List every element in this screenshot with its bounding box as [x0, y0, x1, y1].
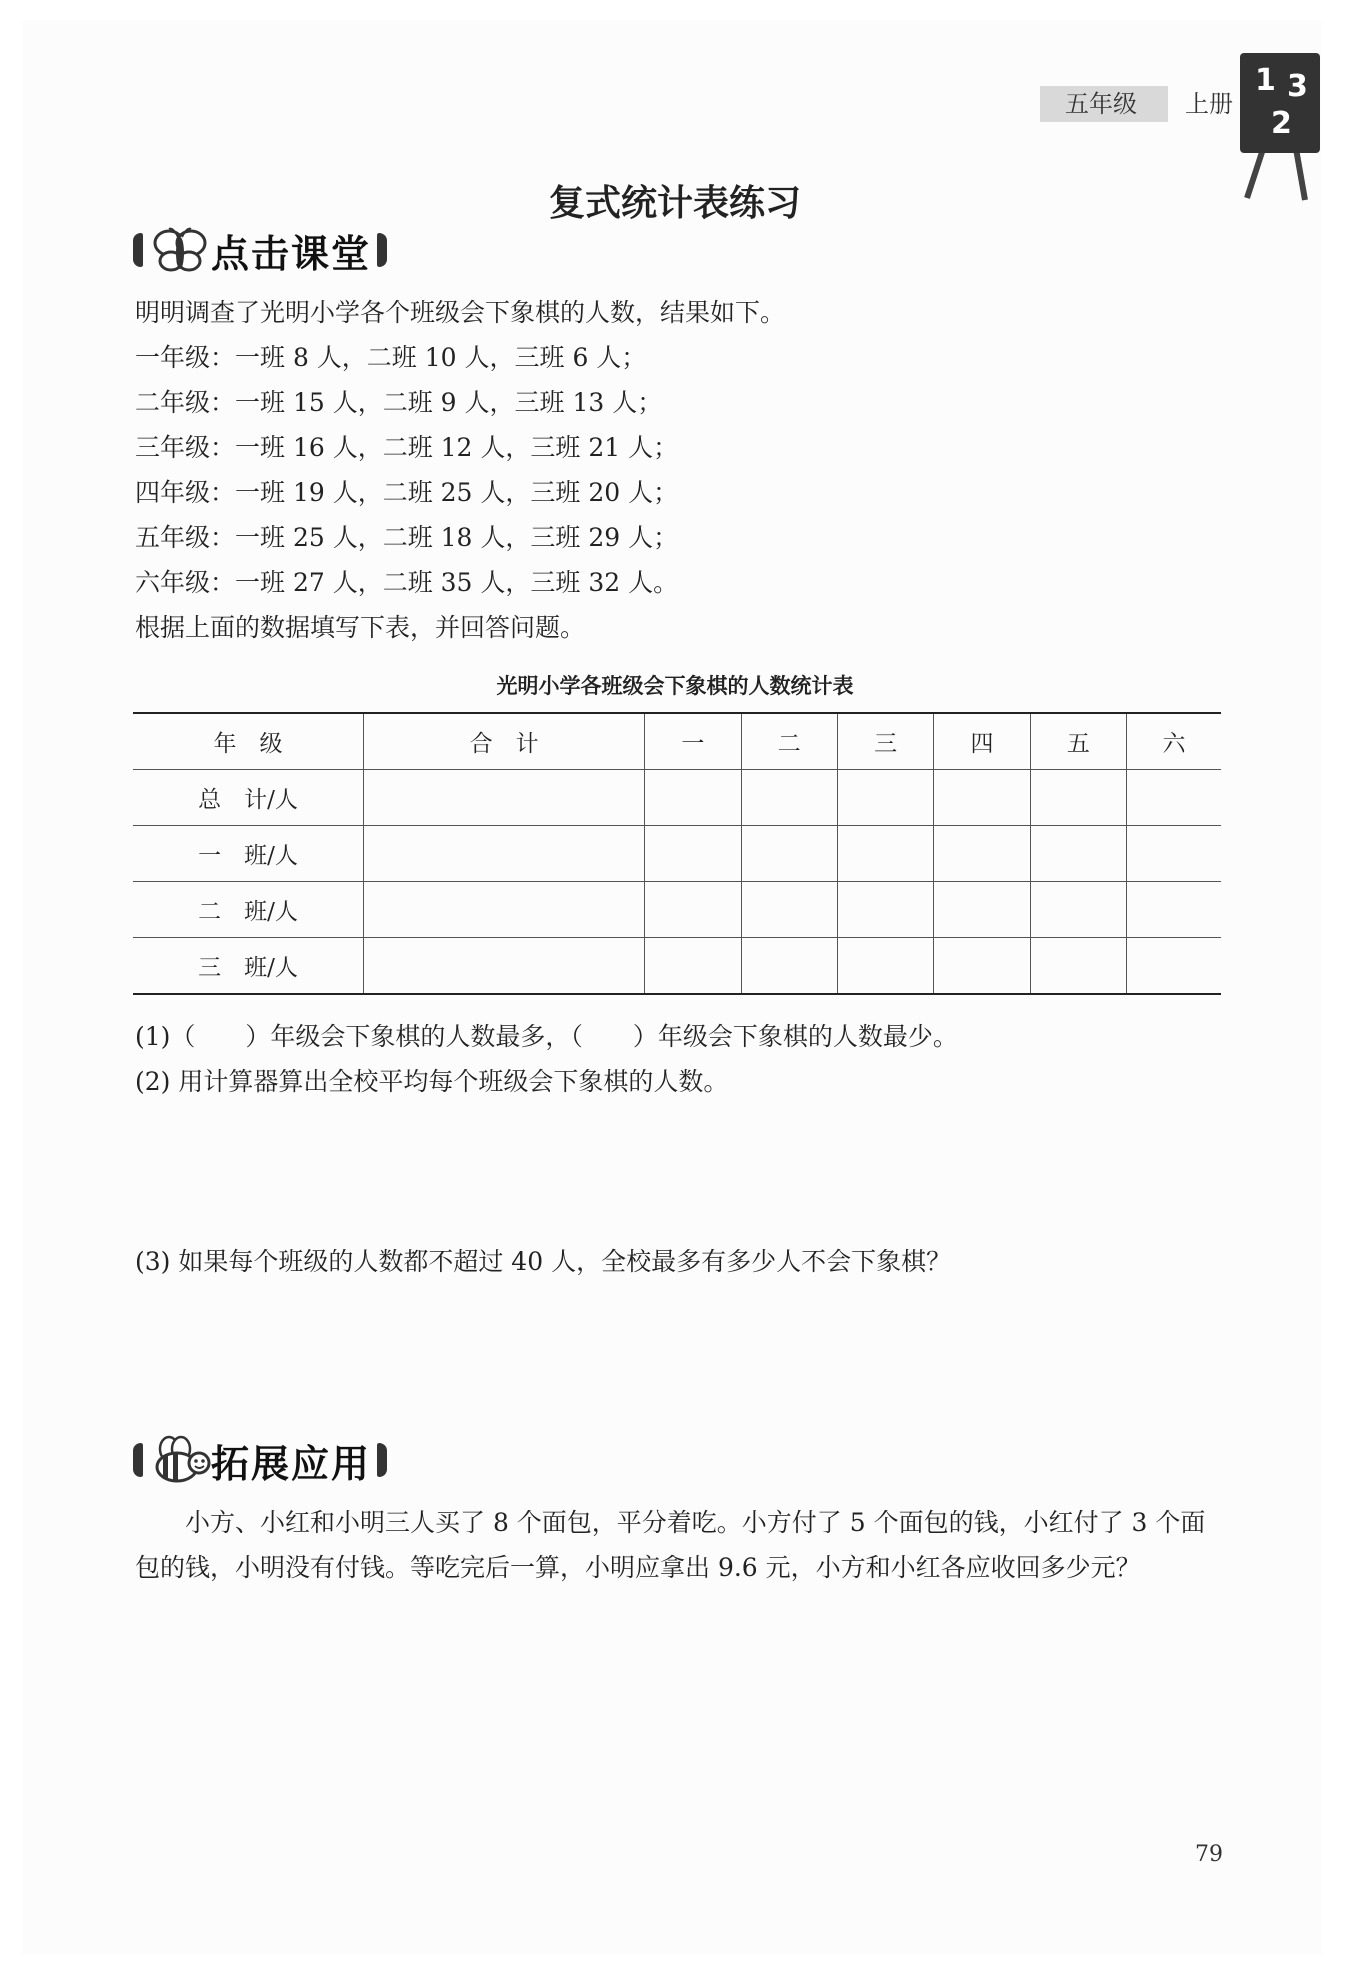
blank-cell[interactable]: [934, 826, 1030, 882]
board-digit-3: 3: [1287, 69, 1308, 104]
extension-problem: 小方、小红和小明三人买了 8 个面包，平分着吃。小方付了 5 个面包的钱，小红付了 3 个面包的钱，小明没有付钱。等吃完后一算，小明应拿出 9.6 元，小方和小红各应收回多少元？: [135, 1508, 1206, 1582]
blank-cell[interactable]: [645, 826, 741, 882]
section-header-extension: [133, 1435, 387, 1485]
section-header-classroom: [133, 225, 387, 275]
bracket-left: [133, 1443, 143, 1477]
header-grade: 五年级: [1065, 90, 1137, 118]
bracket-left: [133, 233, 143, 267]
header-cell: 五: [1030, 713, 1126, 770]
blank-cell[interactable]: [741, 882, 837, 938]
butterfly-icon: [149, 225, 211, 275]
blank-cell[interactable]: [645, 882, 741, 938]
blank-cell[interactable]: [1127, 826, 1221, 882]
table-row: [133, 770, 1221, 826]
section-title-extension: 拓展应用: [211, 1441, 372, 1486]
blank-cell[interactable]: [364, 826, 645, 882]
data-line-grade3: 三年级：一班 16 人，二班 12 人，三班 21 人；: [135, 433, 679, 462]
header-cell: 年 级: [133, 713, 364, 770]
question-2: (2) 用计算器算出全校平均每个班级会下象棋的人数。: [135, 1067, 729, 1096]
blank-cell[interactable]: [364, 882, 645, 938]
header-volume: 上册: [1185, 90, 1233, 118]
data-line-grade1: 一年级：一班 8 人，二班 10 人，三班 6 人；: [135, 343, 647, 372]
blank-cell[interactable]: [1030, 770, 1126, 826]
blank-cell[interactable]: [934, 770, 1030, 826]
table-row: [133, 882, 1221, 938]
question-1: (1)（ ）年级会下象棋的人数最多，（ ）年级会下象棋的人数最少。: [135, 1022, 958, 1051]
bee-icon: [149, 1435, 211, 1485]
instruction-text: 根据上面的数据填写下表，并回答问题。: [135, 613, 586, 642]
blank-cell[interactable]: [645, 938, 741, 995]
data-line-grade2: 二年级：一班 15 人，二班 9 人，三班 13 人；: [135, 388, 663, 417]
blank-cell[interactable]: [1127, 938, 1221, 995]
header-cell: 二: [741, 713, 837, 770]
blank-cell[interactable]: [741, 826, 837, 882]
board-digit-2: 2: [1271, 106, 1292, 141]
blank-cell[interactable]: [934, 938, 1030, 995]
question-3: (3) 如果每个班级的人数都不超过 40 人，全校最多有多少人不会下象棋？: [135, 1247, 952, 1276]
section-title-classroom: 点击课堂: [211, 231, 372, 276]
statistics-table: [133, 712, 1221, 995]
row-label: 二 班/人: [133, 882, 364, 938]
header-cell: 合 计: [364, 713, 645, 770]
row-label: 一 班/人: [133, 826, 364, 882]
bracket-right: [377, 233, 387, 267]
blank-cell[interactable]: [1030, 826, 1126, 882]
blank-cell[interactable]: [1127, 770, 1221, 826]
blank-cell[interactable]: [1030, 882, 1126, 938]
blank-cell[interactable]: [837, 938, 933, 995]
row-label: 三 班/人: [133, 938, 364, 995]
data-line-grade4: 四年级：一班 19 人，二班 25 人，三班 20 人；: [135, 478, 679, 507]
blank-cell[interactable]: [1127, 882, 1221, 938]
blank-cell[interactable]: [364, 770, 645, 826]
blank-cell[interactable]: [645, 770, 741, 826]
table-header-row: [133, 713, 1221, 770]
blank-cell[interactable]: [1030, 938, 1126, 995]
table-row: [133, 826, 1221, 882]
page-number: 79: [1195, 1842, 1223, 1867]
data-line-grade6: 六年级：一班 27 人，二班 35 人，三班 32 人。: [135, 568, 679, 597]
header-cell: 一: [645, 713, 741, 770]
intro-text: 明明调查了光明小学各个班级会下象棋的人数，结果如下。: [135, 298, 786, 327]
bracket-right: [377, 1443, 387, 1477]
header-cell: 六: [1127, 713, 1221, 770]
blank-cell[interactable]: [364, 938, 645, 995]
data-line-grade5: 五年级：一班 25 人，二班 18 人，三班 29 人；: [135, 523, 679, 552]
header-cell: 三: [837, 713, 933, 770]
blank-cell[interactable]: [837, 770, 933, 826]
page-title: 复式统计表练习: [548, 183, 801, 224]
board-digit-1: 1: [1255, 63, 1276, 98]
blank-cell[interactable]: [741, 938, 837, 995]
header-cell: 四: [934, 713, 1030, 770]
blank-cell[interactable]: [934, 882, 1030, 938]
table-title: 光明小学各班级会下象棋的人数统计表: [496, 674, 854, 698]
blank-cell[interactable]: [741, 770, 837, 826]
blank-cell[interactable]: [837, 826, 933, 882]
table-row: [133, 938, 1221, 995]
blank-cell[interactable]: [837, 882, 933, 938]
row-label: 总 计/人: [133, 770, 364, 826]
